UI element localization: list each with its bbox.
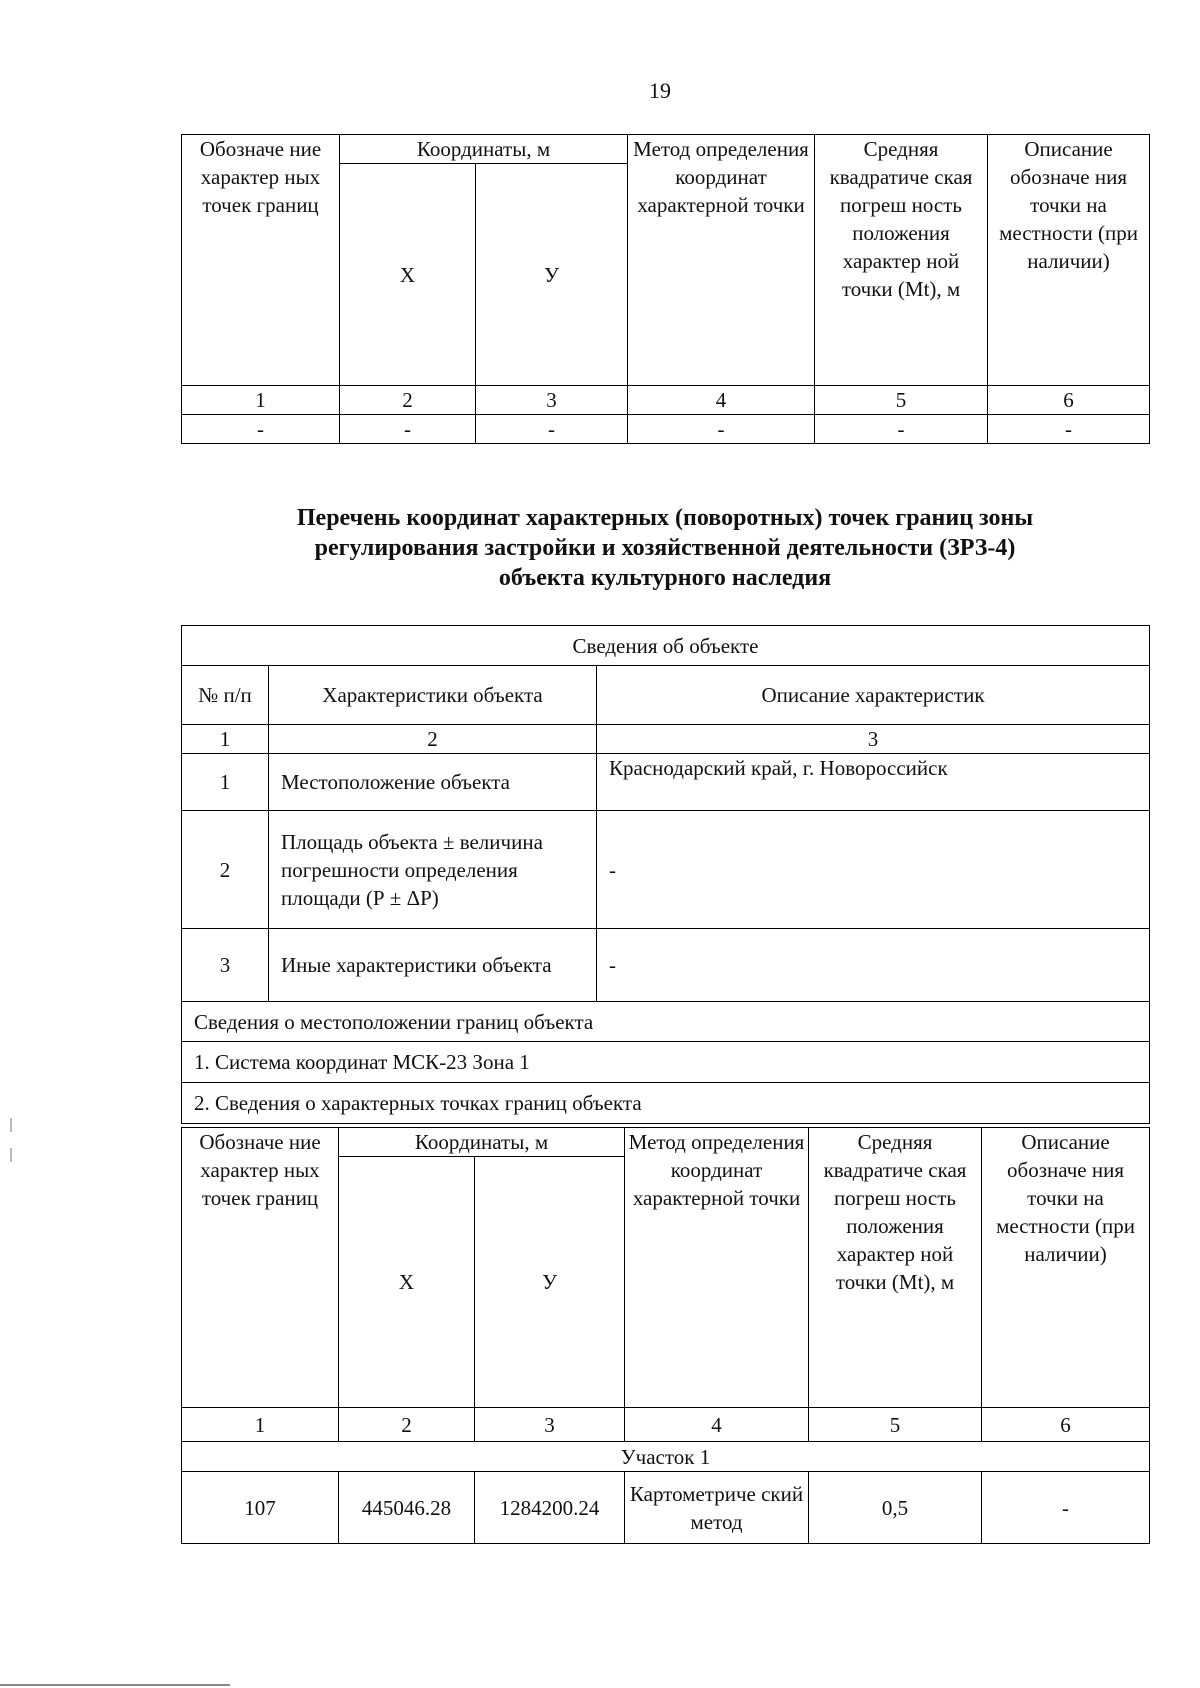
col-number: 2 (269, 725, 597, 754)
table-cell: - (476, 415, 628, 444)
table-cell: - (988, 415, 1150, 444)
header-coordinates: Координаты, м (339, 1128, 625, 1157)
header-method: Метод определения координат характерной точки (625, 1128, 809, 1408)
header-char-description: Описание характеристик (597, 666, 1150, 725)
header-x: X (340, 164, 476, 386)
point-y: 1284200.24 (475, 1472, 625, 1544)
object-info-table (181, 625, 1150, 1124)
header-rmse: Средняя квадратиче ская погреш ность положения характер ной точки (Mt), м (815, 135, 988, 386)
row-num: 1 (182, 754, 269, 811)
section-label: Участок 1 (182, 1442, 1150, 1472)
row-description: - (597, 811, 1150, 929)
row-characteristic: Иные характеристики объекта (269, 929, 597, 1002)
top-points-table (181, 134, 1150, 444)
col-number: 1 (182, 725, 269, 754)
header-method: Метод определения координат характерной точки (628, 135, 815, 386)
point-id: 107 (182, 1472, 339, 1544)
location-caption: Сведения о местоположении границ объекта (182, 1002, 1150, 1042)
coordinate-system: 1. Система координат МСК-23 Зона 1 (182, 1042, 1150, 1083)
document-title (181, 503, 1149, 593)
page-number: 19 (649, 78, 671, 103)
col-number: 5 (815, 386, 988, 415)
row-description: - (597, 929, 1150, 1002)
title-line: объекта культурного наследия (498, 565, 832, 591)
header-description: Описание обозначе ния точки на местности (при наличии) (982, 1128, 1150, 1408)
row-characteristic: Площадь объекта ± величина погрешности определения площади (Р ± ΔР) (269, 811, 597, 929)
header-num: № п/п (182, 666, 269, 725)
col-number: 3 (475, 1408, 625, 1442)
header-x: X (339, 1157, 475, 1408)
col-number: 4 (628, 386, 815, 415)
col-number: 6 (982, 1408, 1150, 1442)
table-cell: - (340, 415, 476, 444)
col-number: 2 (339, 1408, 475, 1442)
row-num: 3 (182, 929, 269, 1002)
title-line: Перечень координат характерных (поворотных) точек границ зоны (296, 505, 1034, 531)
object-caption: Сведения об объекте (182, 626, 1150, 666)
header-y: У (475, 1157, 625, 1408)
table-cell: - (628, 415, 815, 444)
row-description: Краснодарский край, г. Новороссийск (597, 754, 1150, 811)
header-y: У (476, 164, 628, 386)
header-characteristic: Характеристики объекта (269, 666, 597, 725)
point-method: Картометриче ский метод (625, 1472, 809, 1544)
point-rmse: 0,5 (809, 1472, 982, 1544)
col-number: 3 (597, 725, 1150, 754)
header-description: Описание обозначе ния точки на местности (при наличии) (988, 135, 1150, 386)
col-number: 4 (625, 1408, 809, 1442)
col-number: 3 (476, 386, 628, 415)
header-rmse: Средняя квадратиче ская погреш ность положения характер ной точки (Mt), м (809, 1128, 982, 1408)
col-number: 1 (182, 386, 340, 415)
points-caption: 2. Сведения о характерных точках границ объекта (182, 1083, 1150, 1124)
header-point-designation: Обозначе ние характер ных точек границ (182, 1128, 339, 1408)
row-characteristic: Местоположение объекта (269, 754, 597, 811)
col-number: 1 (182, 1408, 339, 1442)
header-coordinates: Координаты, м (340, 135, 628, 164)
points-table (181, 1127, 1150, 1544)
point-description: - (982, 1472, 1150, 1544)
point-x: 445046.28 (339, 1472, 475, 1544)
scan-mark (10, 1148, 12, 1162)
col-number: 2 (340, 386, 476, 415)
row-num: 2 (182, 811, 269, 929)
header-point-designation: Обозначе ние характер ных точек границ (182, 135, 340, 386)
title-line: регулирования застройки и хозяйственной деятельности (ЗРЗ-4) (314, 535, 1016, 561)
table-cell: - (815, 415, 988, 444)
table-cell: - (182, 415, 340, 444)
col-number: 5 (809, 1408, 982, 1442)
col-number: 6 (988, 386, 1150, 415)
bottom-scan-line (0, 1684, 230, 1686)
scan-mark (10, 1118, 12, 1132)
